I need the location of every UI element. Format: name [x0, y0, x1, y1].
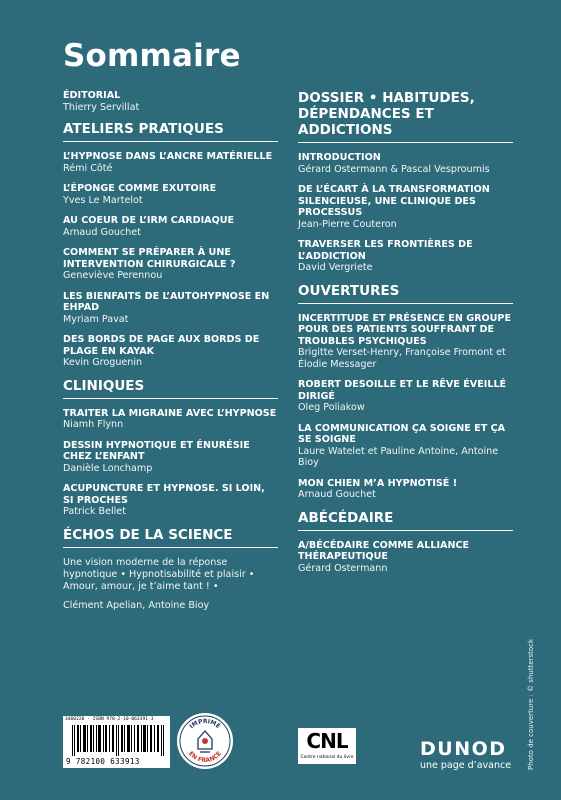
- section-ateliers-pratiques: [63, 121, 278, 369]
- publisher-logo: DUNOD: [420, 738, 507, 760]
- entry-title: AU COEUR DE L’IRM CARDIAQUE: [63, 215, 235, 226]
- toc-entry: [298, 184, 513, 230]
- toc-entry: [63, 183, 278, 206]
- toc-entry: [298, 239, 513, 274]
- entry-author: Laure Watelet et Pauline Antoine, Antoine Bioy: [298, 445, 499, 468]
- section-echos-de-la-science: [63, 527, 278, 612]
- echos-text: Une vision moderne de la réponse hypnotique • Hypnotisabilité et plaisir • Amour, amour, je t’aime tant ! •: [63, 556, 255, 592]
- entry-title: INCERTITUDE ET PRÉSENCE EN GROUPE POUR DES PATIENTS SOUFFRANT DE TROUBLES PSYCHIQUES: [298, 312, 512, 347]
- toc-entry: [63, 408, 278, 431]
- entry-author: Niamh Flynn: [63, 419, 124, 430]
- cnl-letters: CNL: [306, 729, 348, 753]
- entry-title: DESSIN HYPNOTIQUE ET ÉNURÉSIE CHEZ L’ENFANT: [63, 439, 250, 462]
- section-ouvertures: [298, 283, 513, 501]
- echos-authors: Clément Apelian, Antoine Bioy: [63, 599, 210, 611]
- section-abecedaire: [298, 510, 513, 575]
- entry-author: Yves Le Martelot: [63, 194, 143, 206]
- section-title: ATELIERS PRATIQUES: [63, 121, 278, 142]
- photo-credit: Photo de couverture : © shutterstock: [527, 638, 535, 770]
- entry-author: Kevin Groguenin: [63, 357, 143, 368]
- section-title: ABÉCÉDAIRE: [298, 510, 513, 531]
- entry-title: TRAVERSER LES FRONTIÈRES DE L’ADDICTION: [298, 239, 473, 262]
- section-cliniques: [63, 378, 278, 518]
- entry-title: L’ÉPONGE COMME EXUTOIRE: [63, 183, 217, 194]
- entry-title: LA COMMUNICATION ÇA SOIGNE ET ÇA SE SOIGNE: [298, 422, 506, 445]
- entry-title: L’HYPNOSE DANS L’ANCRE MATÉRIELLE: [63, 151, 273, 162]
- entry-title: ACUPUNCTURE ET HYPNOSE. SI LOIN, SI PROCHES: [63, 483, 265, 506]
- entry-author: Oleg Poliakow: [298, 402, 365, 413]
- toc-entry: [63, 215, 278, 238]
- cnl-subtitle: Centre national du livre: [300, 755, 354, 760]
- entry-author: Patrick Bellet: [63, 506, 126, 517]
- toc-entry: [298, 478, 513, 501]
- entry-author: Danièle Lonchamp: [63, 462, 153, 474]
- entry-author: Gérard Ostermann: [298, 562, 388, 574]
- entry-title: MON CHIEN M’A HYPNOTISÉ !: [298, 477, 458, 489]
- section-title: OUVERTURES: [298, 283, 513, 304]
- page-title: Sommaire: [63, 38, 241, 74]
- entry-title: DES BORDS DE PAGE AUX BORDS DE PLAGE EN KAYAK: [63, 334, 260, 357]
- toc-entry: [63, 291, 278, 326]
- toc-entry: [63, 247, 278, 282]
- toc-entry: [298, 540, 513, 575]
- left-column: [63, 90, 278, 612]
- entry-title: INTRODUCTION: [298, 152, 381, 163]
- toc-entry: [63, 334, 278, 369]
- entry-author: Brigitte Verset-Henry, Françoise Fromont et Élodie Messager: [298, 347, 506, 370]
- entry-author: Jean-Pierre Couteron: [298, 218, 397, 230]
- entry-author: Arnaud Gouchet: [298, 489, 376, 500]
- entry-author: David Vergriete: [298, 262, 373, 273]
- section-title: CLINIQUES: [63, 378, 278, 399]
- barcode-bars: [72, 725, 164, 756]
- toc-entry: [298, 379, 513, 414]
- right-column: [298, 90, 513, 583]
- toc-entry: [63, 151, 278, 174]
- section-dossier: [298, 90, 513, 274]
- editorial-entry: [63, 90, 278, 113]
- toc-entry: [63, 483, 278, 518]
- entry-author: Geneviève Perennou: [63, 270, 163, 281]
- entry-author: Rémi Côté: [63, 162, 113, 174]
- section-title: DOSSIER • HABITUDES, DÉPENDANCES ET ADDICTIONS: [298, 90, 513, 143]
- entry-title: COMMENT SE PRÉPARER À UNE INTERVENTION CHIRURGICALE ?: [63, 247, 236, 270]
- entry-author: Gérard Ostermann & Pascal Vesproumis: [298, 163, 490, 175]
- entry-author: Arnaud Gouchet: [63, 226, 141, 238]
- cnl-logo: [298, 728, 356, 764]
- toc-entry: [298, 313, 513, 371]
- entry-author: Thierry Servillat: [63, 101, 140, 113]
- toc-entry: [298, 152, 513, 175]
- entry-title: DE L’ÉCART À LA TRANSFORMATION SILENCIEUSE, UNE CLINIQUE DES PROCESSUS: [298, 184, 490, 218]
- entry-title: TRAITER LA MIGRAINE AVEC L’HYPNOSE: [63, 407, 277, 419]
- publisher-tagline: une page d’avance: [420, 760, 512, 771]
- badge-top-text: IMPRIMÉ: [188, 717, 222, 731]
- badge-icon: [176, 712, 234, 770]
- barcode: [63, 716, 170, 768]
- entry-title: ÉDITORIAL: [63, 90, 121, 101]
- toc-entry: [298, 423, 513, 469]
- imprime-en-france-badge: [176, 712, 234, 770]
- section-title: ÉCHOS DE LA SCIENCE: [63, 527, 278, 548]
- badge-bottom-text: EN FRANCE: [187, 750, 223, 765]
- entry-title: ROBERT DESOILLE ET LE RÊVE ÉVEILLÉ DIRIGÉ: [298, 379, 507, 402]
- entry-author: Myriam Pavat: [63, 313, 129, 325]
- entry-title: A/BÉCÉDAIRE COMME ALLIANCE THÉRAPEUTIQUE: [298, 539, 470, 562]
- toc-entry: [63, 440, 278, 475]
- isbn-line: 3460220 · ISBN 978-2-10-063391-3: [65, 717, 154, 722]
- entry-title: LES BIENFAITS DE L’AUTOHYPNOSE EN EHPAD: [63, 290, 270, 313]
- ean-number: 9 782100 633913: [66, 757, 140, 766]
